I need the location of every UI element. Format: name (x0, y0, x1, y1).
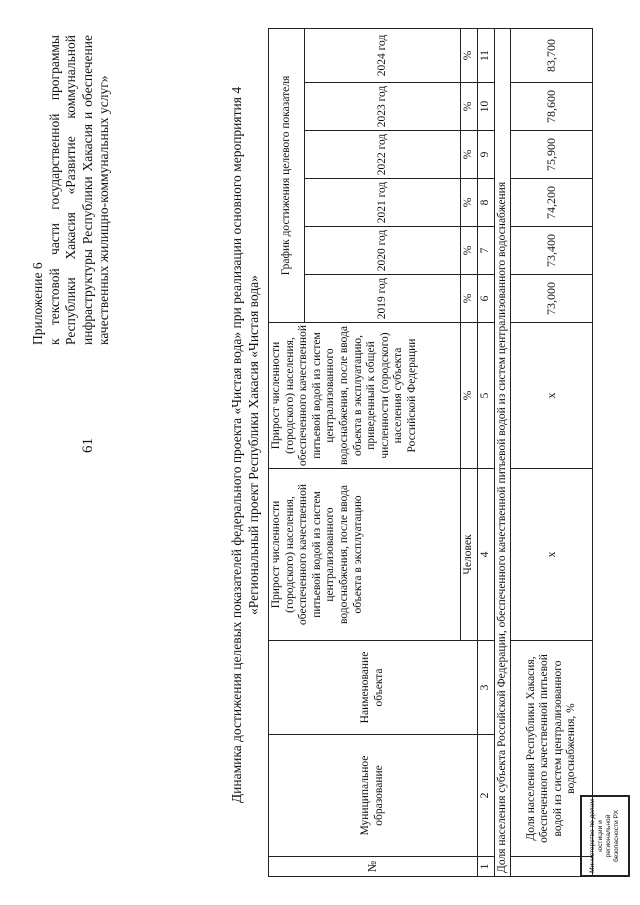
stamp-line-1: Министерство по делам (589, 799, 596, 873)
stamp-line-2: юстиции и региональной (597, 814, 612, 858)
appendix-header: Приложение 6 (30, 262, 45, 345)
appendix-note (30, 35, 113, 345)
header-year: 2019 год (305, 275, 461, 323)
column-number: 6 (478, 275, 495, 323)
ministry-stamp (580, 795, 630, 877)
column-number: 11 (478, 28, 495, 82)
unit-year: % (461, 83, 478, 131)
document-title (228, 55, 262, 835)
column-number: 2 (478, 735, 495, 857)
header-year: 2021 год (305, 179, 461, 227)
header-growth: Прирост численности (городского) населения, обеспеченного качественной питьевой водой из систем централизованного водоснабжения, после ввода объекта в эксплуатацию (269, 469, 461, 641)
title-line-2: «Региональный проект Республики Хакасия «Чистая вода» (246, 275, 261, 615)
column-number: 5 (478, 323, 495, 469)
row-year-value: 74,200 (511, 179, 593, 227)
header-year: 2020 год (305, 227, 461, 275)
column-number: 3 (478, 641, 495, 735)
header-object: Наименование объекта (269, 641, 478, 735)
unit-year: % (461, 179, 478, 227)
header-municipality: Муниципальное образование (269, 735, 478, 857)
header-year: 2022 год (305, 131, 461, 179)
section-title: Доля населения субъекта Российской Федерации, обеспеченного качественной питьевой водой из систем централизованного водоснабжения (494, 28, 511, 876)
header-year: 2024 год (305, 28, 461, 82)
unit-growth-pct: % (461, 323, 478, 469)
indicators-table (268, 28, 593, 877)
column-number-row (478, 28, 495, 876)
row-growth-pct: х (511, 323, 593, 469)
unit-growth: Человек (461, 469, 478, 641)
row-label: Доля населения Республики Хакасия, обеспеченного качественной питьевой водой из систем централизованного водоснабжения, % (511, 641, 593, 857)
stamp-line-3: безопасности РХ (613, 810, 620, 863)
appendix-text: к текстовой части государственной программы Республики Хакасия «Развитие коммунальной инфраструктуры Республики Хакасия и обеспечение качественных жилищно-коммунальных услуг» (46, 35, 111, 345)
column-number: 9 (478, 131, 495, 179)
unit-year: % (461, 227, 478, 275)
column-number: 4 (478, 469, 495, 641)
unit-year: % (461, 275, 478, 323)
unit-year: % (461, 131, 478, 179)
column-number: 7 (478, 227, 495, 275)
row-year-value: 75,900 (511, 131, 593, 179)
header-num: № (269, 857, 478, 877)
column-number: 10 (478, 83, 495, 131)
header-growth-pct: Прирост численности (городского) населения, обеспеченного качественной питьевой водой из систем централизованного водоснабжения, после ввода объекта в эксплуатацию, приведенный к общей численности (городского) населения субъекта Российской Федерации (269, 323, 461, 469)
row-year-value: 78,600 (511, 83, 593, 131)
row-year-value: 73,400 (511, 227, 593, 275)
column-number: 1 (478, 857, 495, 877)
title-line-1: Динамика достижения целевых показателей федерального проекта «Чистая вода» при реализации основного мероприятия 4 (229, 86, 244, 804)
page-number: 61 (80, 438, 96, 453)
header-year: 2023 год (305, 83, 461, 131)
column-number: 8 (478, 179, 495, 227)
unit-year: % (461, 28, 478, 82)
section-row (494, 28, 511, 876)
row-growth: х (511, 469, 593, 641)
row-year-value: 73,000 (511, 275, 593, 323)
table-row (511, 28, 593, 876)
row-year-value: 83,700 (511, 28, 593, 82)
header-schedule: График достижения целевого показателя (269, 28, 305, 322)
header-row-1 (269, 28, 305, 876)
